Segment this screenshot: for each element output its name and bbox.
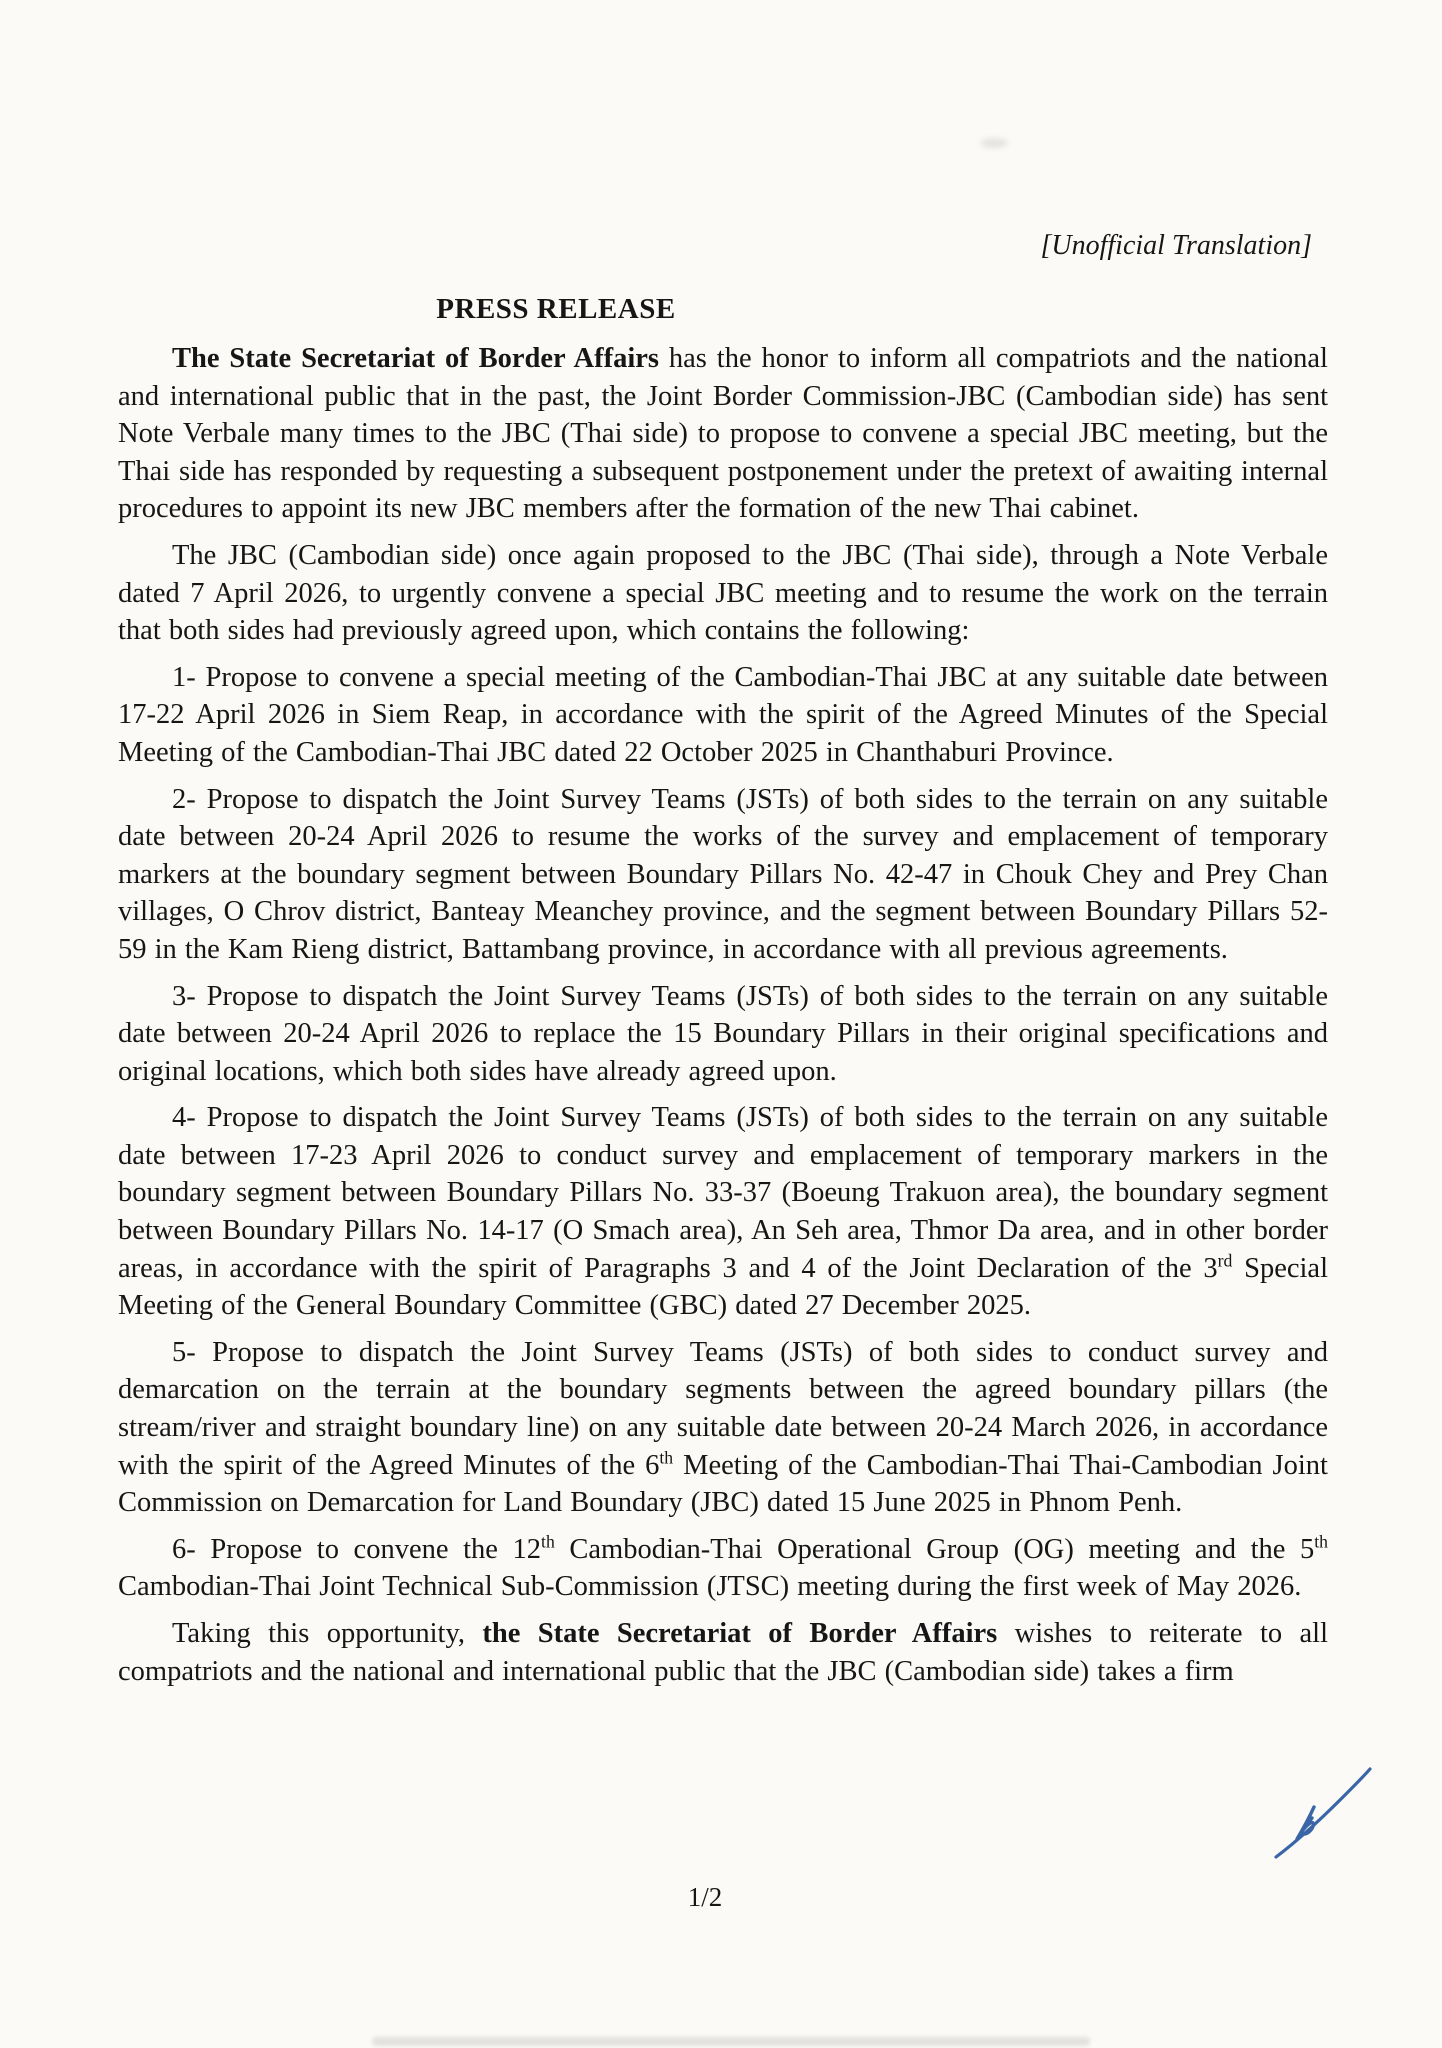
bold-org-name: the State Secretariat of Border Affairs (482, 1618, 998, 1649)
list-item-6-text-mid: Cambodian-Thai Operational Group (OG) meeting and the 5 (554, 1533, 1315, 1565)
page-number: 1/2 (687, 1882, 723, 1912)
list-item-6-text-cont: Cambodian-Thai Joint Technical Sub-Commission (JTSC) meeting during the first week of May 2026. (118, 1571, 1302, 1603)
list-item-5-text-cont: Meeting of the Cambodian-Thai Thai-Cambodian Joint Commission on Demarcation for Land Boundary (JBC) dated 15 June 2025 in Phnom Penh. (118, 1449, 1328, 1519)
list-item-4-text-cont: Special Meeting of the General Boundary Committee (GBC) dated 27 December 2025. (118, 1252, 1328, 1322)
list-item-1: 1- Propose to convene a special meeting of the Cambodian-Thai JBC at any suitable date between 17-22 April 2026 in Siem Reap, in accordance with the spirit of the Agreed Minutes of the Special Meeting of the Cambodian-Thai JBC dated 22 October 2025 in Chanthaburi Province. (118, 661, 1328, 768)
document-body (118, 228, 1328, 1690)
list-item-4 (118, 1099, 1328, 1325)
list-item-5 (118, 1334, 1328, 1522)
list-item-4-text: 4- Propose to dispatch the Joint Survey Teams (JSTs) of both sides to the terrain on any suitable date between 17-23 April 2026 to conduct survey and emplacement of temporary markers in the boundary segment between Boundary Pillars No. 33-37 (Boeung Trakuon area), the boundary segment between Boundary Pillars No. 14-17 (O Smach area), An Seh area, Thmor Da area, and in other border areas, in accordance with the spirit of Paragraphs 3 and 4 of the Joint Declaration of the 3 (118, 1102, 1328, 1284)
paragraph-note-verbale: The JBC (Cambodian side) once again proposed to the JBC (Thai side), through a Note Verbale dated 7 April 2026, to urgently convene a special JBC meeting and to resume the work on the terrain that both sides had previously agreed upon, which contains the following: (118, 539, 1328, 647)
paragraph-closing-text-cont: wishes to reiterate to all compatriots and the national and international public that the JBC (Cambodian side) takes a firm (118, 1618, 1329, 1687)
list-item-3: 3- Propose to dispatch the Joint Survey Teams (JSTs) of both sides to the terrain on any suitable date between 20-24 April 2026 to replace the 15 Boundary Pillars in their original specifications and original locations, which both sides have already agreed upon. (118, 980, 1328, 1087)
paragraph-closing-text: Taking this opportunity, (172, 1618, 483, 1649)
list-item-2: 2- Propose to dispatch the Joint Survey Teams (JSTs) of both sides to the terrain on any suitable date between 20-24 April 2026 to resume the works of the survey and emplacement of temporary markers at the boundary segment between Boundary Pillars No. 42-47 in Chouk Chey and Prey Chan villages, O Chrov district, Banteay Meanchey province, and the segment between Boundary Pillars 52-59 in the Kam Rieng district, Battambang province, in accordance with all previous agreements. (118, 783, 1328, 965)
page-title: PRESS RELEASE (436, 293, 676, 325)
paragraph-intro (118, 340, 1328, 528)
list-item-6-text: 6- Propose to convene the 12 (172, 1533, 542, 1565)
paragraph-intro-text: has the honor to inform all compatriots and the national and international public that in the past, the Joint Border Commission-JBC (Cambodian side) has sent Note Verbale many times to the JBC (Thai side) to propose to convene a special JBC meeting, but the Thai side has responded by requesting a subsequent postponement under the pretext of awaiting internal procedures to appoint its new JBC members after the formation of the new Thai cabinet. (118, 343, 1328, 525)
ordinal-suffix: th (659, 1447, 674, 1468)
scan-smudge-bottom (372, 2037, 1090, 2046)
ordinal-suffix: th (1314, 1531, 1328, 1552)
translation-note: [Unofficial Translation] (1040, 230, 1312, 261)
list-item-6 (118, 1531, 1328, 1606)
ordinal-suffix: th (541, 1531, 555, 1552)
ordinal-suffix: rd (1217, 1250, 1233, 1271)
paragraph-closing (118, 1615, 1328, 1690)
list-item-5-text: 5- Propose to dispatch the Joint Survey Teams (JSTs) of both sides to conduct survey and demarcation on the terrain at the boundary segments between the agreed boundary pillars (the stream/river and straight boundary line) on any suitable date between 20-24 March 2026, in accordance with the spirit of the Agreed Minutes of the 6 (118, 1336, 1328, 1481)
bold-org-name: The State Secretariat of Border Affairs (172, 343, 659, 374)
scan-smudge-top (980, 138, 1008, 148)
signature-ink-icon (1266, 1762, 1382, 1864)
